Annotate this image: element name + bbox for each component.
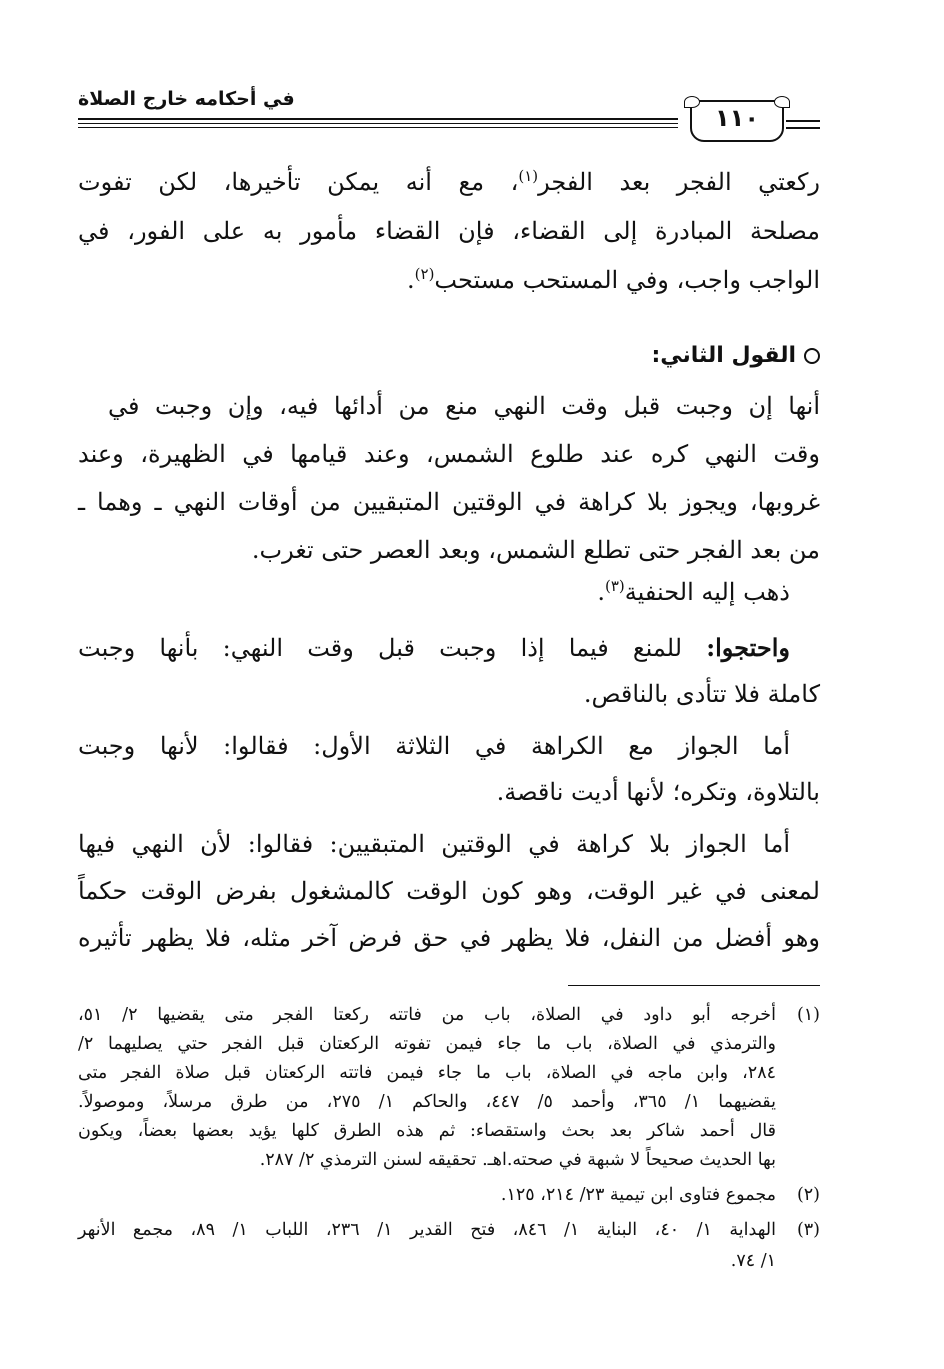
footnote-line [78, 1087, 820, 1117]
footnote-text: قال أحمد شاكر بعد بحث واستقصاء: ثم هذه الطرق كلها يؤيد بعضها بعضاً، ويكون [78, 1121, 776, 1141]
footnote-text: أخرجه أبو داود في الصلاة، باب من فاتته ركعتا الفجر متى يقضيها ٢/ ٥١، [78, 1005, 776, 1025]
text-run: ، مع أنه يمكن تأخيرها، لكن تفوت [78, 168, 519, 196]
footnote-text: والترمذي في الصلاة، باب ما جاء فيمن تفوته الركعتان قبل الفجر حتي يصليهما ٢/ [78, 1034, 776, 1054]
footnote-number: (٢) [796, 1185, 820, 1205]
text-line: بالتلاوة، وتكره؛ لأنها أديت ناقصة. [496, 778, 820, 806]
footnote-text: يقضيهما ١/ ٣٦٥، وأحمد ٥/ ٤٤٧، والحاكم ١/ ٢٧٥، من طرق مرسلاً، وموصولاً. [78, 1092, 776, 1112]
text-line [78, 160, 820, 204]
header-rule [78, 118, 678, 120]
footnote-line [78, 1145, 820, 1175]
text-run: . [597, 578, 605, 606]
circle-bullet-icon [804, 348, 820, 364]
footnote-text: ١/ ٧٤. [730, 1251, 776, 1271]
footnote-text: مجموع فتاوى ابن تيمية ٢٣/ ٢١٤، ١٢٥. [500, 1185, 776, 1205]
footnote-number: (٣) [796, 1220, 820, 1240]
footnote-separator [568, 985, 820, 986]
text-line: غروبها، ويجوز بلا كراهة في الوقتين المتبقيين من أوقات النهي ـ وهما ـ [78, 488, 820, 516]
text-run: للمنع فيما إذا وجبت قبل وقت النهي: بأنها وجبت [78, 634, 707, 662]
text-line: كاملة فلا تتأدى بالناقص. [583, 680, 820, 708]
footnote [78, 1215, 820, 1245]
page-header [78, 84, 820, 144]
footnote-text: ٢٨٤، وابن ماجه في الصلاة، باب ما جاء فيمن فاتته الركعتان قبل صلاة الفجر متى [78, 1063, 776, 1083]
footnote-ref: (١) [518, 167, 539, 185]
text-line: وهو أفضل من النفل، فلا يظهر في حق فرض آخر مثله، فلا يظهر تأثيره [78, 924, 820, 952]
bold-lead: واحتجوا: [706, 633, 790, 662]
footnote-line [78, 1058, 820, 1088]
footnote-text: بها الحديث صحيحاً لا شبهة في صحته.اهـ. تحقيقه لسنن الترمذي ٢/ ٢٨٧. [259, 1150, 776, 1170]
text-line: وقت النهي كره عند طلوع الشمس، وعند قيامها في الظهيرة، وعند [78, 440, 820, 468]
footnote-line [78, 1029, 820, 1059]
text-line: أنها إن وجبت قبل وقت النهي منع من أدائها فيه، وإن وجبت في [108, 392, 820, 420]
footnote-ref: (٢) [414, 265, 435, 283]
footnote-number: (١) [796, 1005, 820, 1025]
footnote-text: الهداية ١/ ٤٠، البناية ١/ ٨٤٦، فتح القدير ١/ ٢٣٦، اللباب ١/ ٨٩، مجمع الأنهر [78, 1220, 776, 1240]
footnote-line [78, 1116, 820, 1146]
text-run: الواجب واجب، وفي المستحب مستحب [434, 266, 820, 294]
page-number: ١١٠ [715, 104, 759, 132]
text-line: مصلحة المبادرة إلى القضاء، فإن القضاء مأمور به على الفور، في [78, 217, 820, 245]
header-rule [78, 127, 678, 128]
section-heading [651, 334, 820, 378]
text-line [78, 626, 790, 670]
text-run: . [407, 266, 415, 294]
text-line: من بعد الفجر حتى تطلع الشمس، وبعد العصر حتى تغرب. [251, 536, 820, 564]
footnote-line [78, 1246, 820, 1276]
footnote-ref: (٣) [604, 577, 625, 595]
header-rule [78, 123, 678, 124]
footnote [78, 1000, 820, 1030]
section-heading-text: القول الثاني: [651, 343, 796, 368]
text-line [78, 570, 790, 614]
page-number-frame [690, 100, 784, 142]
header-rule [786, 120, 820, 129]
text-line [78, 258, 820, 302]
footnote [78, 1180, 820, 1210]
running-title: في أحكامه خارج الصلاة [78, 88, 295, 110]
text-line: أما الجواز مع الكراهة في الثلاثة الأول: فقالوا: لأنها وجبت [78, 732, 790, 760]
text-run: ذهب إليه الحنفية [624, 578, 790, 606]
text-run: ركعتي الفجر بعد الفجر [538, 168, 821, 196]
text-line: أما الجواز بلا كراهة في الوقتين المتبقيين: فقالوا: لأن النهي فيها [78, 830, 790, 858]
text-line: لمعنى في غير الوقت، وهو كون الوقت كالمشغول بفرض الوقت حكماً [78, 877, 820, 905]
